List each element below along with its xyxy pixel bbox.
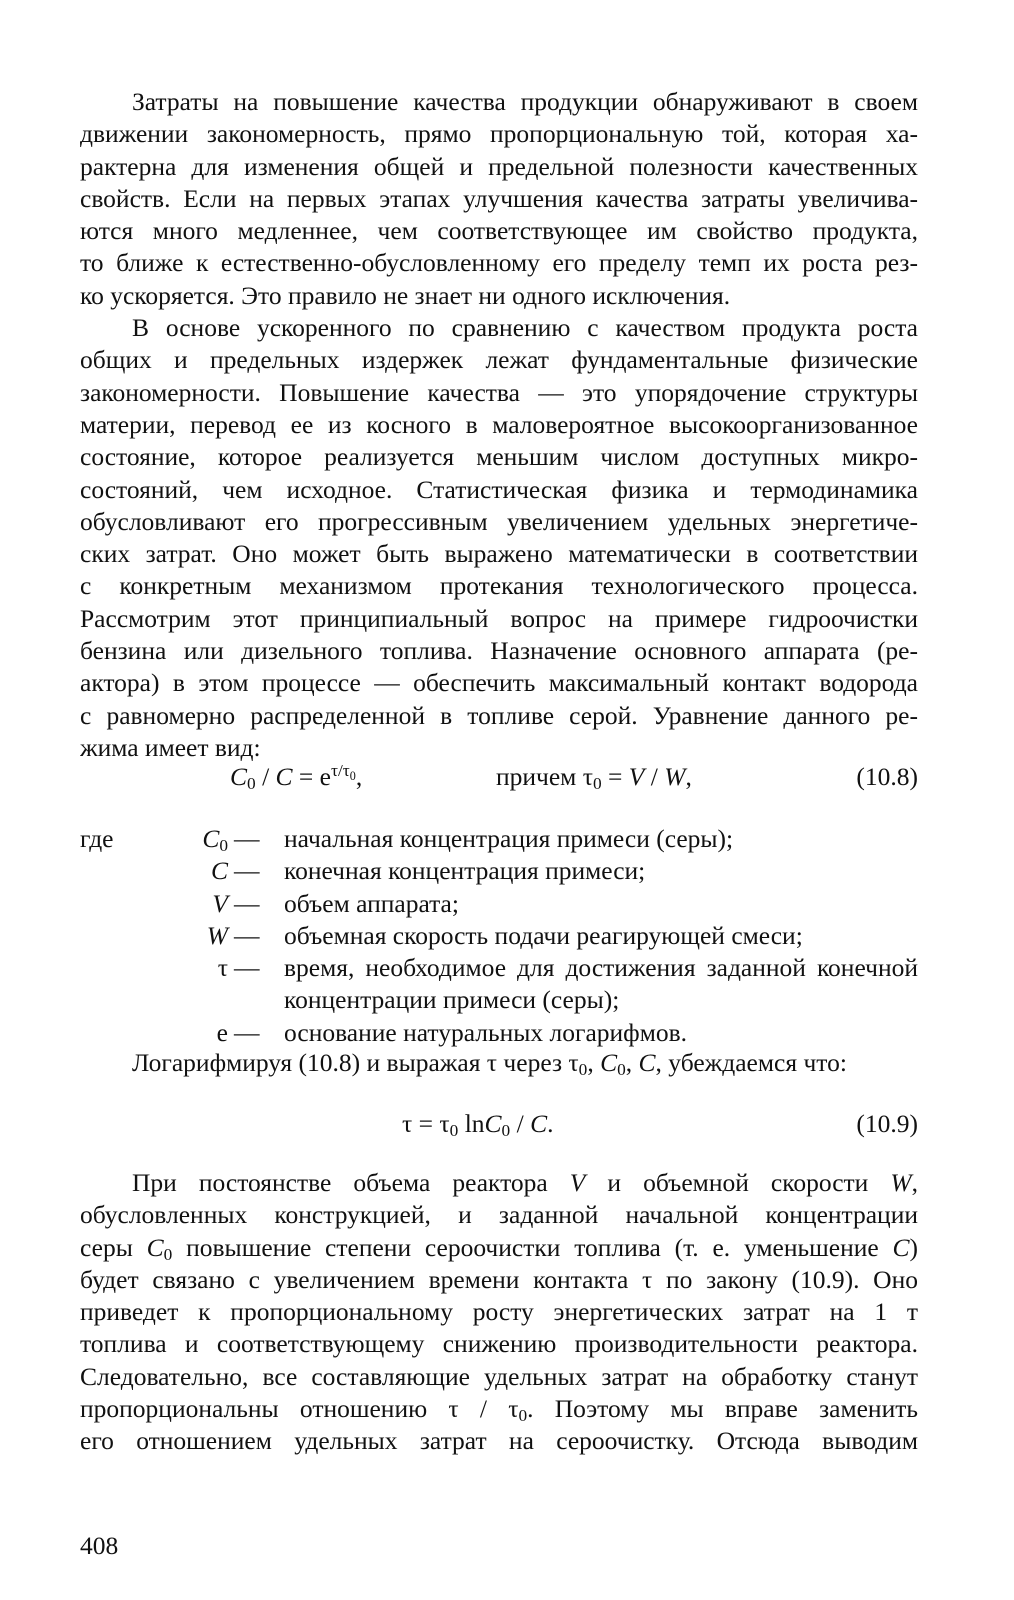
definition-text: начальная концентрация примеси (серы); <box>284 824 734 853</box>
definition-text: конечная концентрация примеси; <box>284 856 646 886</box>
equation-left-side <box>230 760 362 794</box>
paragraph-reactor <box>80 1167 918 1458</box>
definition-symbol: e <box>216 1017 228 1047</box>
text-line: концентрации примеси (серы); <box>284 985 620 1015</box>
text-line: топлива и соответствующему снижению производительности реактора. <box>80 1329 918 1359</box>
text-line: Затраты на повышение качества продукции обнаруживают в своем <box>132 87 918 116</box>
definition-e <box>80 1017 918 1049</box>
text-line: ются много медленнее, чем соответствующее им свойство продукта, <box>80 216 918 246</box>
text-line: обусловливают его прогрессивным увеличением удельных энергетиче- <box>80 506 918 536</box>
definition-tau <box>80 952 918 1017</box>
text-line: время, необходимое для достижения заданной конечной <box>284 953 918 983</box>
symbol-c: C <box>275 762 293 791</box>
text-line: Логарифмируя (10.8) и выражая τ через $\tau_0$, $C_0$, C, убеждаемся что: <box>132 1048 847 1079</box>
paragraph-physical-laws <box>80 312 918 764</box>
text-line: состояние, которое реализуется меньшим числом доступных микро- <box>80 442 918 472</box>
operator: / <box>644 762 665 791</box>
text-line: жима имеет вид: <box>80 732 261 762</box>
text-line: его отношением удельных затрат на сероочистку. Отсюда выводим <box>80 1426 918 1456</box>
text-line: пропорциональны отношению τ / $\tau_0$. Поэтому мы вправе заменить <box>80 1394 918 1426</box>
paragraph-quality-costs <box>80 86 918 312</box>
text-line: приведет к пропорциональному росту энергетических затрат на 1 т <box>80 1297 918 1327</box>
definition-symbol: τ <box>217 953 228 983</box>
subscript: 0 <box>349 769 356 783</box>
text-line: рактерна для изменения общей и предельной полезности качественных <box>80 151 918 181</box>
text-line: серы $C_0$ повышение степени сероочистки топлива (т. е. уменьшение C) <box>80 1232 918 1264</box>
definition-symbol: C <box>210 856 228 886</box>
subscript: 0 <box>247 774 256 793</box>
operator: / <box>255 762 276 791</box>
subscript: 0 <box>592 774 602 793</box>
text-line: ских затрат. Оно может быть выражено математически в соответствии <box>80 539 918 569</box>
text-line: будет связано с увеличением времени контакта τ по закону (10.9). Оно <box>80 1264 918 1294</box>
equation-10-8 <box>80 760 918 794</box>
text-line: то ближе к естественно-обусловленному его пределу темп их роста рез- <box>80 248 918 278</box>
text-line: свойств. Если на первых этапах улучшения качества затраты увеличива- <box>80 183 918 213</box>
symbol-v: V <box>628 762 645 791</box>
definition-symbol: $C_0$ <box>202 824 228 855</box>
log-derivation-line <box>80 1047 918 1079</box>
exponent-text: τ/τ <box>331 761 350 780</box>
text-line: актора) в этом процессе — обеспечить максимальный контакт водорода <box>80 668 918 698</box>
equation-condition <box>496 760 692 794</box>
text-line: состояний, чем исходное. Статистическая физика и термодинамика <box>80 474 918 504</box>
definition-dash: — <box>234 1017 260 1047</box>
text-line: общих и предельных издержек лежат фундаментальные физические <box>80 345 918 375</box>
definition-dash: — <box>234 920 260 950</box>
definition-c0 <box>80 823 918 855</box>
text-line: Рассмотрим этот принципиальный вопрос на примере гидроочистки <box>80 603 918 633</box>
text-line: закономерности. Повышение качества — это упорядочение структуры <box>80 377 918 407</box>
definition-c <box>80 855 918 887</box>
definition-dash: — <box>234 953 260 983</box>
text-block-bottom <box>80 1167 918 1458</box>
text-line: бензина или дизельного топлива. Назначение основного аппарата (ре- <box>80 636 918 666</box>
text-line: с конкретным механизмом протекания технологического процесса. <box>80 571 918 601</box>
text-block-top <box>80 86 918 764</box>
definition-text: основание натуральных логарифмов. <box>284 1017 687 1047</box>
definition-v <box>80 888 918 920</box>
definition-dash: — <box>234 824 260 853</box>
definition-text: объем аппарата; <box>284 888 459 918</box>
exponent <box>331 761 356 783</box>
comma: , <box>355 762 363 791</box>
definition-dash: — <box>234 888 260 918</box>
text-line: При постоянстве объема реактора V и объемной скорости W, <box>132 1168 918 1197</box>
equation-10-9 <box>80 1107 918 1141</box>
operator: = e <box>292 762 331 791</box>
text-line: с равномерно распределенной в топливе серой. Уравнение данного ре- <box>80 700 918 730</box>
symbol-c0: C <box>230 762 248 791</box>
where-label: где <box>80 824 114 853</box>
text-line: материи, перевод ее из косного в маловероятное высокоорганизованное <box>80 409 918 439</box>
equation-body: $\tau = \tau_0$ lnC$_0$ / C. <box>402 1109 554 1140</box>
definition-text <box>284 952 918 1017</box>
equation-number: (10.9) <box>856 1109 918 1138</box>
definition-symbol: W <box>206 920 228 950</box>
definition-w <box>80 920 918 952</box>
definition-text: объемная скорость подачи реагирующей смеси; <box>284 920 803 950</box>
definition-dash: — <box>234 856 260 886</box>
page-number: 408 <box>80 1531 119 1560</box>
text-line: движении закономерность, прямо пропорциональную той, которая ха- <box>80 119 918 149</box>
equation-number: (10.8) <box>856 762 918 791</box>
text-line: ко ускоряется. Это правило не знает ни одного исключения. <box>80 280 731 310</box>
operator: = <box>601 762 629 791</box>
comma: , <box>685 762 692 791</box>
text-line: Следовательно, все составляющие удельных затрат на обработку станут <box>80 1361 918 1391</box>
symbol-w: W <box>664 762 686 791</box>
definition-symbol: V <box>212 888 228 918</box>
text-line: обусловленных конструкцией, и заданной начальной концентрации <box>80 1200 918 1230</box>
condition-text: причем τ <box>496 762 593 791</box>
text-line: В основе ускоренного по сравнению с качеством продукта роста <box>132 313 918 343</box>
definitions-list <box>80 823 918 1049</box>
